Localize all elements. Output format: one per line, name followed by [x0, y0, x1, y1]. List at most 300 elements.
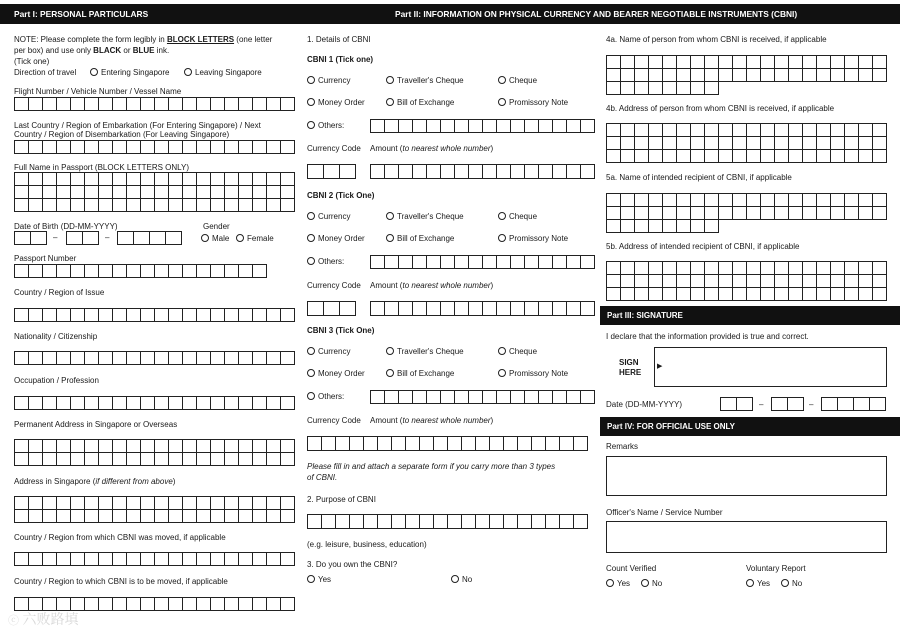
letter-box[interactable]: [225, 397, 239, 410]
own-no[interactable]: No: [451, 575, 472, 585]
radio-icon[interactable]: [386, 347, 394, 355]
letter-box[interactable]: [803, 69, 817, 82]
letter-box[interactable]: [57, 186, 71, 199]
letter-box[interactable]: [635, 194, 649, 207]
letter-box[interactable]: [127, 309, 141, 322]
letter-box[interactable]: [539, 256, 553, 269]
letter-box[interactable]: [621, 69, 635, 82]
letter-box[interactable]: [705, 288, 719, 301]
letter-box[interactable]: [113, 397, 127, 410]
letter-box[interactable]: [57, 309, 71, 322]
letter-box[interactable]: [775, 275, 789, 288]
letter-box[interactable]: [267, 510, 281, 523]
letter-box[interactable]: [761, 150, 775, 163]
letter-box[interactable]: [803, 137, 817, 150]
letter-box[interactable]: [854, 398, 870, 411]
gender-male[interactable]: Male: [201, 234, 229, 244]
letter-box[interactable]: [155, 453, 169, 466]
letter-box[interactable]: [873, 124, 887, 137]
letter-box[interactable]: [483, 256, 497, 269]
letter-box[interactable]: [635, 207, 649, 220]
radio-icon[interactable]: [307, 121, 315, 129]
letter-box[interactable]: [43, 510, 57, 523]
letter-box[interactable]: [567, 391, 581, 404]
letter-box[interactable]: [737, 398, 753, 411]
moved-to-field[interactable]: [14, 597, 295, 611]
letter-box[interactable]: [859, 207, 873, 220]
letter-box[interactable]: [324, 165, 340, 179]
radio-icon[interactable]: [307, 98, 315, 106]
radio-icon[interactable]: [451, 575, 459, 583]
letter-box[interactable]: [817, 137, 831, 150]
letter-box[interactable]: [607, 82, 621, 95]
letter-box[interactable]: [504, 515, 518, 529]
letter-box[interactable]: [169, 510, 183, 523]
letter-box[interactable]: [497, 256, 511, 269]
letter-box[interactable]: [183, 510, 197, 523]
letter-box[interactable]: [169, 497, 183, 510]
letter-box[interactable]: [441, 302, 455, 316]
letter-box[interactable]: [775, 207, 789, 220]
letter-box[interactable]: [775, 150, 789, 163]
letter-box[interactable]: [483, 302, 497, 316]
letter-box[interactable]: [15, 397, 29, 410]
letter-box[interactable]: [831, 194, 845, 207]
letter-box[interactable]: [169, 440, 183, 453]
letter-box[interactable]: [225, 173, 239, 186]
letter-box[interactable]: [57, 98, 71, 111]
letter-box[interactable]: [649, 194, 663, 207]
moved-from-field[interactable]: [14, 552, 295, 566]
letter-box[interactable]: [859, 275, 873, 288]
letter-box[interactable]: [211, 598, 225, 611]
letter-box[interactable]: [141, 440, 155, 453]
letter-box[interactable]: [747, 207, 761, 220]
letter-box[interactable]: [747, 137, 761, 150]
letter-box[interactable]: [567, 120, 581, 133]
radio-icon[interactable]: [90, 68, 98, 76]
letter-box[interactable]: [57, 553, 71, 566]
letter-box[interactable]: [497, 302, 511, 316]
letter-box[interactable]: [845, 207, 859, 220]
letter-box[interactable]: [267, 440, 281, 453]
letter-box[interactable]: [831, 124, 845, 137]
letter-box[interactable]: [581, 256, 595, 269]
radio-icon[interactable]: [498, 98, 506, 106]
letter-box[interactable]: [211, 352, 225, 365]
letter-box[interactable]: [15, 510, 29, 523]
letter-box[interactable]: [719, 207, 733, 220]
sig-date-day[interactable]: [720, 397, 753, 411]
letter-box[interactable]: [15, 553, 29, 566]
letter-box[interactable]: [621, 137, 635, 150]
letter-box[interactable]: [511, 391, 525, 404]
letter-box[interactable]: [350, 515, 364, 529]
letter-box[interactable]: [197, 397, 211, 410]
letter-box[interactable]: [803, 275, 817, 288]
letter-box[interactable]: [211, 265, 225, 278]
letter-box[interactable]: [803, 194, 817, 207]
letter-box[interactable]: [155, 553, 169, 566]
letter-box[interactable]: [57, 453, 71, 466]
letter-box[interactable]: [677, 262, 691, 275]
letter-box[interactable]: [71, 98, 85, 111]
letter-box[interactable]: [455, 256, 469, 269]
letter-box[interactable]: [239, 141, 253, 154]
cbni1-others[interactable]: Others:: [307, 121, 344, 131]
letter-box[interactable]: [169, 173, 183, 186]
letter-box[interactable]: [127, 173, 141, 186]
letter-box[interactable]: [29, 497, 43, 510]
letter-box[interactable]: [169, 98, 183, 111]
letter-box[interactable]: [385, 302, 399, 316]
letter-box[interactable]: [635, 220, 649, 233]
letter-box[interactable]: [719, 56, 733, 69]
letter-box[interactable]: [281, 186, 295, 199]
letter-box[interactable]: [621, 124, 635, 137]
letter-box[interactable]: [691, 56, 705, 69]
letter-box[interactable]: [677, 207, 691, 220]
letter-box[interactable]: [29, 510, 43, 523]
letter-box[interactable]: [621, 56, 635, 69]
letter-box[interactable]: [239, 553, 253, 566]
letter-box[interactable]: [845, 150, 859, 163]
letter-box[interactable]: [733, 150, 747, 163]
letter-box[interactable]: [239, 397, 253, 410]
letter-box[interactable]: [553, 302, 567, 316]
cbni2-code-field[interactable]: [307, 301, 356, 316]
letter-box[interactable]: [308, 437, 322, 451]
letter-box[interactable]: [281, 497, 295, 510]
letter-box[interactable]: [831, 150, 845, 163]
letter-box[interactable]: [43, 199, 57, 212]
letter-box[interactable]: [567, 256, 581, 269]
letter-box[interactable]: [211, 199, 225, 212]
letter-box[interactable]: [127, 397, 141, 410]
letter-box[interactable]: [99, 497, 113, 510]
letter-box[interactable]: [267, 553, 281, 566]
letter-box[interactable]: [434, 437, 448, 451]
letter-box[interactable]: [253, 265, 267, 278]
letter-box[interactable]: [873, 288, 887, 301]
letter-box[interactable]: [183, 598, 197, 611]
letter-box[interactable]: [525, 120, 539, 133]
cbni3-bill[interactable]: Bill of Exchange: [386, 369, 454, 379]
letter-box[interactable]: [677, 82, 691, 95]
letter-box[interactable]: [441, 391, 455, 404]
letter-box[interactable]: [29, 141, 43, 154]
letter-box[interactable]: [747, 275, 761, 288]
letter-box[interactable]: [705, 194, 719, 207]
letter-box[interactable]: [141, 309, 155, 322]
letter-box[interactable]: [567, 302, 581, 316]
letter-box[interactable]: [399, 165, 413, 179]
radio-icon[interactable]: [386, 369, 394, 377]
letter-box[interactable]: [406, 437, 420, 451]
letter-box[interactable]: [239, 199, 253, 212]
letter-box[interactable]: [141, 453, 155, 466]
letter-box[interactable]: [705, 82, 719, 95]
letter-box[interactable]: [455, 391, 469, 404]
letter-box[interactable]: [169, 598, 183, 611]
letter-box[interactable]: [15, 199, 29, 212]
letter-box[interactable]: [267, 598, 281, 611]
letter-box[interactable]: [870, 398, 886, 411]
letter-box[interactable]: [43, 173, 57, 186]
radio-icon[interactable]: [498, 234, 506, 242]
letter-box[interactable]: [225, 199, 239, 212]
radio-icon[interactable]: [498, 76, 506, 84]
letter-box[interactable]: [29, 397, 43, 410]
letter-box[interactable]: [225, 309, 239, 322]
letter-box[interactable]: [113, 186, 127, 199]
letter-box[interactable]: [15, 352, 29, 365]
flight-field[interactable]: [14, 97, 295, 111]
letter-box[interactable]: [85, 309, 99, 322]
letter-box[interactable]: [183, 553, 197, 566]
letter-box[interactable]: [859, 194, 873, 207]
letter-box[interactable]: [663, 288, 677, 301]
letter-box[interactable]: [378, 437, 392, 451]
letter-box[interactable]: [336, 437, 350, 451]
letter-box[interactable]: [57, 352, 71, 365]
letter-box[interactable]: [385, 120, 399, 133]
letter-box[interactable]: [532, 437, 546, 451]
cbni2-travellers[interactable]: Traveller's Cheque: [386, 212, 464, 222]
letter-box[interactable]: [99, 141, 113, 154]
letter-box[interactable]: [43, 265, 57, 278]
letter-box[interactable]: [127, 199, 141, 212]
letter-box[interactable]: [183, 173, 197, 186]
letter-box[interactable]: [635, 275, 649, 288]
cbni1-currency[interactable]: Currency: [307, 76, 350, 86]
letter-box[interactable]: [525, 256, 539, 269]
letter-box[interactable]: [141, 141, 155, 154]
letter-box[interactable]: [803, 124, 817, 137]
letter-box[interactable]: [845, 262, 859, 275]
letter-box[interactable]: [399, 391, 413, 404]
letter-box[interactable]: [183, 186, 197, 199]
letter-box[interactable]: [775, 124, 789, 137]
letter-box[interactable]: [57, 510, 71, 523]
letter-box[interactable]: [789, 124, 803, 137]
letter-box[interactable]: [677, 137, 691, 150]
letter-box[interactable]: [635, 262, 649, 275]
letter-box[interactable]: [169, 397, 183, 410]
letter-box[interactable]: [691, 262, 705, 275]
letter-box[interactable]: [733, 275, 747, 288]
letter-box[interactable]: [761, 69, 775, 82]
letter-box[interactable]: [399, 256, 413, 269]
letter-box[interactable]: [99, 173, 113, 186]
letter-box[interactable]: [635, 82, 649, 95]
letter-box[interactable]: [859, 56, 873, 69]
letter-box[interactable]: [169, 199, 183, 212]
letter-box[interactable]: [225, 440, 239, 453]
letter-box[interactable]: [747, 150, 761, 163]
letter-box[interactable]: [71, 553, 85, 566]
letter-box[interactable]: [29, 173, 43, 186]
letter-box[interactable]: [29, 440, 43, 453]
letter-box[interactable]: [859, 124, 873, 137]
letter-box[interactable]: [705, 69, 719, 82]
letter-box[interactable]: [775, 288, 789, 301]
letter-box[interactable]: [169, 453, 183, 466]
letter-box[interactable]: [649, 275, 663, 288]
letter-box[interactable]: [719, 275, 733, 288]
letter-box[interactable]: [71, 186, 85, 199]
letter-box[interactable]: [99, 265, 113, 278]
letter-box[interactable]: [560, 437, 574, 451]
letter-box[interactable]: [635, 124, 649, 137]
letter-box[interactable]: [845, 275, 859, 288]
letter-box[interactable]: [663, 56, 677, 69]
letter-box[interactable]: [127, 497, 141, 510]
letter-box[interactable]: [831, 137, 845, 150]
letter-box[interactable]: [831, 288, 845, 301]
letter-box[interactable]: [197, 453, 211, 466]
cbni2-promissory[interactable]: Promissory Note: [498, 234, 568, 244]
letter-box[interactable]: [649, 137, 663, 150]
letter-box[interactable]: [169, 141, 183, 154]
letter-box[interactable]: [845, 69, 859, 82]
cbni2-bill[interactable]: Bill of Exchange: [386, 234, 454, 244]
letter-box[interactable]: [691, 124, 705, 137]
letter-box[interactable]: [155, 497, 169, 510]
q4a-field[interactable]: [606, 55, 887, 95]
letter-box[interactable]: [239, 309, 253, 322]
letter-box[interactable]: [281, 440, 295, 453]
letter-box[interactable]: [462, 437, 476, 451]
letter-box[interactable]: [719, 150, 733, 163]
letter-box[interactable]: [281, 173, 295, 186]
letter-box[interactable]: [733, 207, 747, 220]
cbni3-cheque[interactable]: Cheque: [498, 347, 537, 357]
q5a-field[interactable]: [606, 193, 887, 233]
letter-box[interactable]: [719, 137, 733, 150]
letter-box[interactable]: [789, 150, 803, 163]
letter-box[interactable]: [71, 309, 85, 322]
letter-box[interactable]: [239, 453, 253, 466]
letter-box[interactable]: [15, 186, 29, 199]
letter-box[interactable]: [155, 199, 169, 212]
letter-box[interactable]: [308, 515, 322, 529]
letter-box[interactable]: [155, 440, 169, 453]
letter-box[interactable]: [71, 453, 85, 466]
letter-box[interactable]: [29, 352, 43, 365]
letter-box[interactable]: [635, 69, 649, 82]
radio-icon[interactable]: [307, 212, 315, 220]
cbni2-amount-field[interactable]: [370, 301, 595, 316]
letter-box[interactable]: [150, 232, 166, 245]
radio-icon[interactable]: [781, 579, 789, 587]
letter-box[interactable]: [267, 98, 281, 111]
letter-box[interactable]: [141, 497, 155, 510]
letter-box[interactable]: [85, 453, 99, 466]
letter-box[interactable]: [57, 497, 71, 510]
letter-box[interactable]: [71, 510, 85, 523]
letter-box[interactable]: [127, 453, 141, 466]
letter-box[interactable]: [211, 510, 225, 523]
letter-box[interactable]: [518, 437, 532, 451]
letter-box[interactable]: [281, 352, 295, 365]
letter-box[interactable]: [420, 437, 434, 451]
letter-box[interactable]: [649, 56, 663, 69]
letter-box[interactable]: [225, 553, 239, 566]
letter-box[interactable]: [859, 262, 873, 275]
letter-box[interactable]: [281, 397, 295, 410]
letter-box[interactable]: [483, 391, 497, 404]
letter-box[interactable]: [691, 207, 705, 220]
letter-box[interactable]: [553, 165, 567, 179]
letter-box[interactable]: [497, 165, 511, 179]
letter-box[interactable]: [448, 515, 462, 529]
letter-box[interactable]: [719, 288, 733, 301]
letter-box[interactable]: [85, 440, 99, 453]
letter-box[interactable]: [71, 598, 85, 611]
letter-box[interactable]: [873, 137, 887, 150]
letter-box[interactable]: [99, 309, 113, 322]
letter-box[interactable]: [43, 497, 57, 510]
letter-box[interactable]: [621, 275, 635, 288]
letter-box[interactable]: [789, 56, 803, 69]
letter-box[interactable]: [789, 207, 803, 220]
letter-box[interactable]: [845, 124, 859, 137]
letter-box[interactable]: [211, 397, 225, 410]
letter-box[interactable]: [211, 309, 225, 322]
dob-day[interactable]: [14, 231, 47, 245]
letter-box[interactable]: [427, 302, 441, 316]
letter-box[interactable]: [281, 141, 295, 154]
letter-box[interactable]: [490, 515, 504, 529]
letter-box[interactable]: [85, 510, 99, 523]
letter-box[interactable]: [677, 56, 691, 69]
letter-box[interactable]: [490, 437, 504, 451]
letter-box[interactable]: [85, 265, 99, 278]
letter-box[interactable]: [663, 137, 677, 150]
radio-icon[interactable]: [184, 68, 192, 76]
letter-box[interactable]: [845, 137, 859, 150]
letter-box[interactable]: [546, 515, 560, 529]
letter-box[interactable]: [85, 397, 99, 410]
letter-box[interactable]: [83, 232, 99, 245]
letter-box[interactable]: [197, 553, 211, 566]
letter-box[interactable]: [705, 56, 719, 69]
cbni3-promissory[interactable]: Promissory Note: [498, 369, 568, 379]
letter-box[interactable]: [621, 150, 635, 163]
letter-box[interactable]: [57, 397, 71, 410]
letter-box[interactable]: [71, 440, 85, 453]
letter-box[interactable]: [621, 194, 635, 207]
letter-box[interactable]: [99, 440, 113, 453]
letter-box[interactable]: [469, 120, 483, 133]
letter-box[interactable]: [99, 553, 113, 566]
letter-box[interactable]: [525, 302, 539, 316]
letter-box[interactable]: [183, 309, 197, 322]
letter-box[interactable]: [789, 288, 803, 301]
letter-box[interactable]: [113, 510, 127, 523]
letter-box[interactable]: [211, 98, 225, 111]
voluntary-yes[interactable]: Yes: [746, 579, 770, 589]
letter-box[interactable]: [43, 309, 57, 322]
letter-box[interactable]: [324, 302, 340, 316]
count-no[interactable]: No: [641, 579, 662, 589]
letter-box[interactable]: [113, 440, 127, 453]
letter-box[interactable]: [113, 141, 127, 154]
letter-box[interactable]: [113, 352, 127, 365]
letter-box[interactable]: [483, 165, 497, 179]
letter-box[interactable]: [677, 69, 691, 82]
